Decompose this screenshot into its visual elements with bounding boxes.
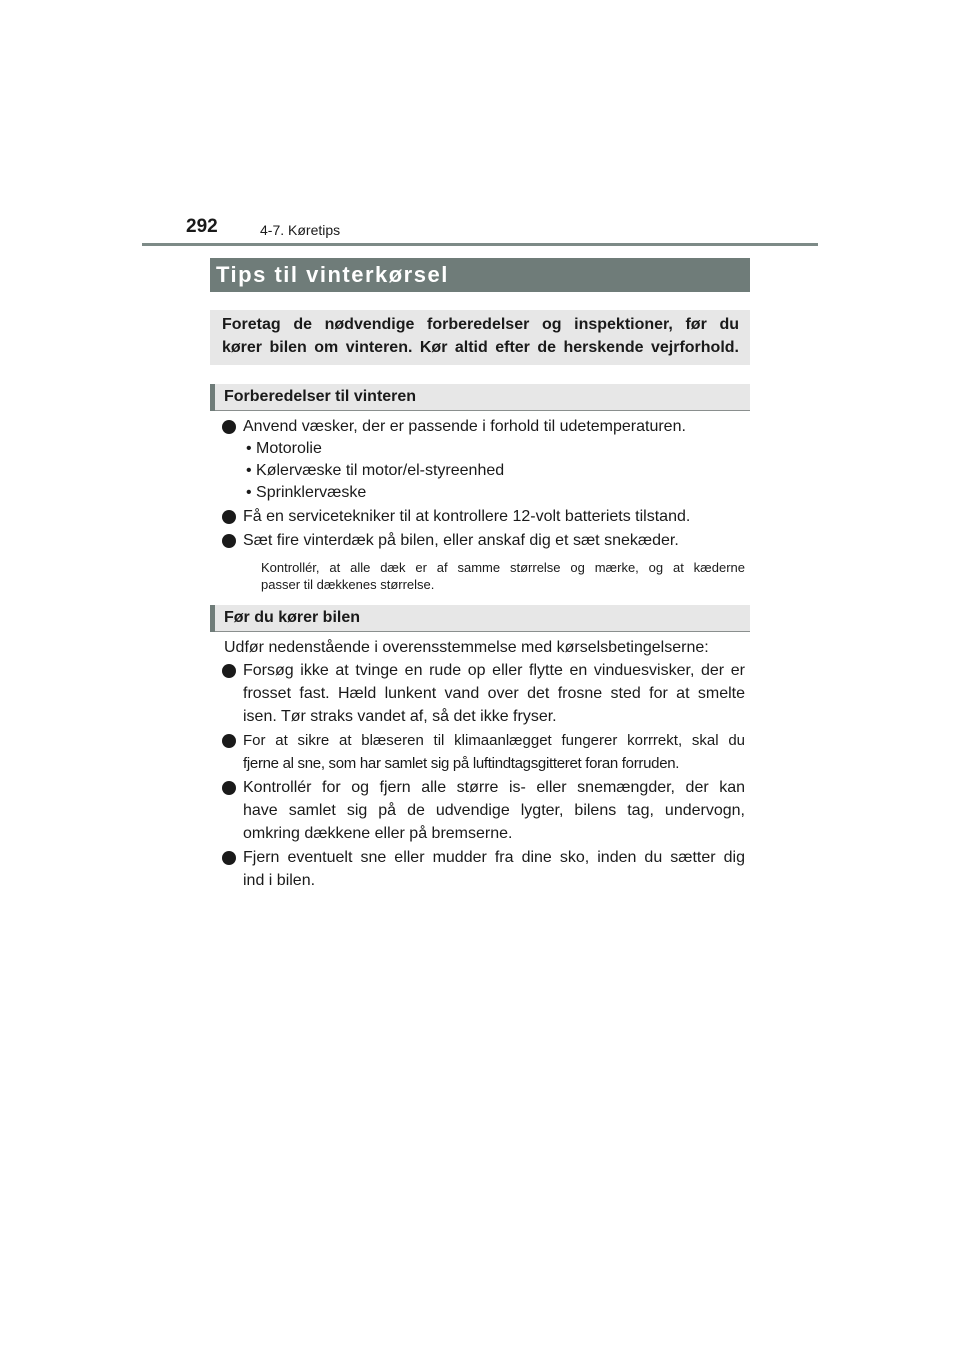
- section-heading-accent: [210, 384, 215, 411]
- page-title: Tips til vinterkørsel: [216, 262, 449, 287]
- bullet-icon: [222, 734, 236, 748]
- list-item: Sæt fire vinterdæk på bilen, eller anskaf dig et sæt snekæder.: [243, 532, 679, 549]
- sub-list-item: • Motorolie: [246, 440, 322, 457]
- list-item-line: have samlet sig på de udvendige lygter, bilens tag, undervogn,: [243, 802, 745, 819]
- list-item: Anvend væsker, der er passende i forhold til udetemperaturen.: [243, 418, 686, 435]
- sub-list-item: • Sprinklervæske: [246, 484, 367, 501]
- bullet-icon: [222, 510, 236, 524]
- section-intro: Udfør nedenstående i overensstemmelse med kørselsbetingelserne:: [224, 639, 709, 656]
- page-number: 292: [186, 216, 218, 237]
- header-divider: [142, 243, 818, 246]
- list-item: Få en servicetekniker til at kontrollere 12-volt batteriets tilstand.: [243, 508, 691, 525]
- list-item-line: omkring dækkene eller på bremserne.: [243, 825, 513, 842]
- note-line-2: passer til dækkenes størrelse.: [261, 577, 435, 592]
- list-item-line: ind i bilen.: [243, 872, 316, 889]
- list-item-line: For at sikre at blæseren til klimaanlægget fungerer korrrekt, skal du: [243, 732, 745, 749]
- section-reference: 4-7. Køretips: [260, 222, 341, 238]
- list-item-line: fjerne al sne, som har samlet sig på luftindtagsgitteret foran forruden.: [243, 755, 680, 772]
- list-item-line: Fjern eventuelt sne eller mudder fra dine sko, inden du sætter dig: [243, 849, 745, 866]
- bullet-icon: [222, 781, 236, 795]
- bullet-icon: [222, 851, 236, 865]
- bullet-icon: [222, 420, 236, 434]
- list-item-line: Kontrollér for og fjern alle større is- eller snemængder, der kan: [243, 779, 745, 796]
- bullet-icon: [222, 534, 236, 548]
- list-item-line: Forsøg ikke at tvinge en rude op eller flytte en vinduesvisker, der er: [243, 662, 745, 679]
- section-heading-winter-preparations: Forberedelser til vinteren: [224, 388, 417, 405]
- section-heading-accent: [210, 605, 215, 632]
- list-item-line: frosset fast. Hæld lunkent vand over det frosne sted for at smelte: [243, 685, 745, 702]
- sub-list-item: • Kølervæske til motor/el-styreenhed: [246, 462, 505, 479]
- intro-line-2: kører bilen om vinteren. Kør altid efter de herskende vejrforhold.: [222, 339, 739, 356]
- list-item-line: isen. Tør straks vandet af, så det ikke fryser.: [243, 708, 557, 725]
- section-heading-before-driving: Før du kører bilen: [224, 609, 361, 626]
- note-line-1: Kontrollér, at alle dæk er af samme størrelse og mærke, og at kæderne: [261, 560, 745, 575]
- bullet-icon: [222, 664, 236, 678]
- intro-line-1: Foretag de nødvendige forberedelser og inspektioner, før du: [222, 316, 739, 333]
